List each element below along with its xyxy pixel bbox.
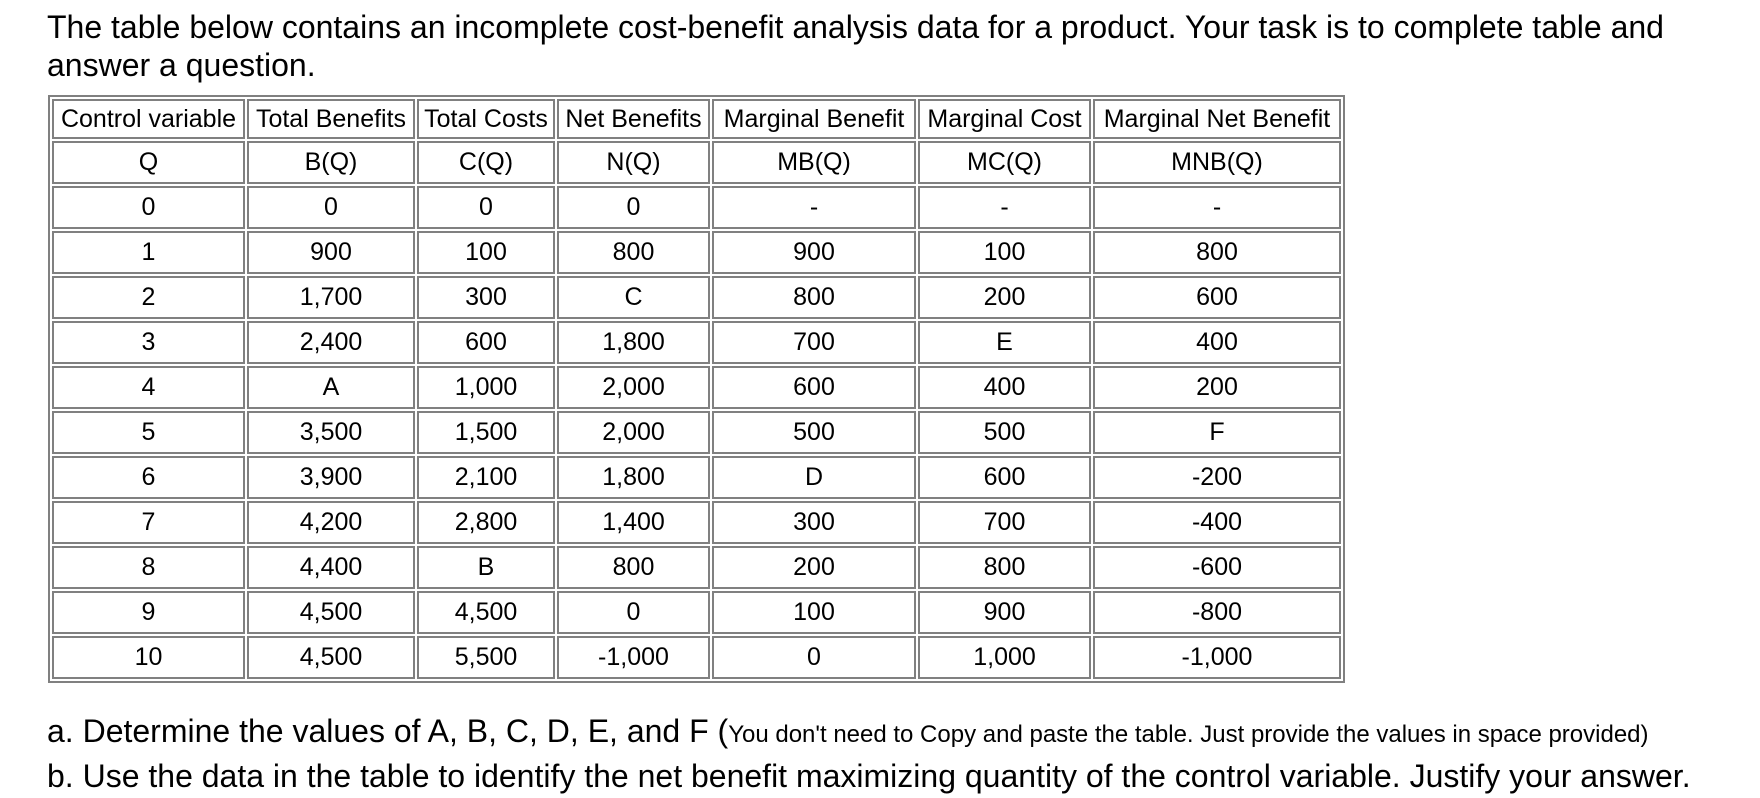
table-row xyxy=(52,186,1341,229)
cell-q: 7 xyxy=(52,501,245,544)
cell-marginal-net-benefit: 200 xyxy=(1093,366,1341,409)
cell-benefits: 2,400 xyxy=(247,321,415,364)
cell-marginal-benefit: 200 xyxy=(712,546,916,589)
cell-marginal-net-benefit: - xyxy=(1093,186,1341,229)
header-marginal-cost: Marginal Cost xyxy=(918,99,1091,139)
cell-net-benefits: 2,000 xyxy=(557,366,710,409)
symbol-mbq: MB(Q) xyxy=(712,141,916,184)
cell-marginal-net-benefit: 800 xyxy=(1093,231,1341,274)
intro-text: The table below contains an incomplete cost-benefit analysis data for a product. Your task is to complete table and answer a question. xyxy=(47,9,1664,83)
table-row xyxy=(52,411,1341,454)
question-a-main: a. Determine the values of A, B, C, D, E, and F ( xyxy=(47,713,729,749)
table-row xyxy=(52,501,1341,544)
cell-marginal-benefit: 100 xyxy=(712,591,916,634)
cell-marginal-benefit: 800 xyxy=(712,276,916,319)
cell-marginal-cost: 700 xyxy=(918,501,1091,544)
cell-q: 0 xyxy=(52,186,245,229)
table-row xyxy=(52,276,1341,319)
header-marginal-benefit: Marginal Benefit xyxy=(712,99,916,139)
cell-marginal-net-benefit: -1,000 xyxy=(1093,636,1341,679)
table-row xyxy=(52,546,1341,589)
cell-benefits: 4,200 xyxy=(247,501,415,544)
table-row xyxy=(52,366,1341,409)
question-b: b. Use the data in the table to identify the net benefit maximizing quantity of the control variable. Justify your answer. xyxy=(47,758,1691,794)
cell-marginal-benefit: 900 xyxy=(712,231,916,274)
header-marginal-net-benefit: Marginal Net Benefit xyxy=(1093,99,1341,139)
cell-marginal-net-benefit: 600 xyxy=(1093,276,1341,319)
cell-benefits: 3,900 xyxy=(247,456,415,499)
cell-net-benefits: C xyxy=(557,276,710,319)
header-total-benefits: Total Benefits xyxy=(247,99,415,139)
cell-costs: 600 xyxy=(417,321,555,364)
cell-costs: 1,500 xyxy=(417,411,555,454)
cell-benefits: 4,400 xyxy=(247,546,415,589)
cell-q: 10 xyxy=(52,636,245,679)
cell-marginal-cost: 800 xyxy=(918,546,1091,589)
symbol-mnbq: MNB(Q) xyxy=(1093,141,1341,184)
table-header-row xyxy=(52,99,1341,139)
cell-marginal-net-benefit: -200 xyxy=(1093,456,1341,499)
cell-q: 5 xyxy=(52,411,245,454)
cell-costs: 1,000 xyxy=(417,366,555,409)
symbol-bq: B(Q) xyxy=(247,141,415,184)
header-net-benefits: Net Benefits xyxy=(557,99,710,139)
cell-benefits: 900 xyxy=(247,231,415,274)
cell-marginal-cost: 900 xyxy=(918,591,1091,634)
cell-net-benefits: 0 xyxy=(557,186,710,229)
cell-costs: 300 xyxy=(417,276,555,319)
cell-marginal-benefit: 0 xyxy=(712,636,916,679)
symbol-mcq: MC(Q) xyxy=(918,141,1091,184)
cell-q: 1 xyxy=(52,231,245,274)
cell-benefits: 4,500 xyxy=(247,636,415,679)
cell-benefits: 3,500 xyxy=(247,411,415,454)
cell-marginal-cost: 1,000 xyxy=(918,636,1091,679)
cell-marginal-net-benefit: -800 xyxy=(1093,591,1341,634)
cell-costs: 100 xyxy=(417,231,555,274)
table-row xyxy=(52,231,1341,274)
cell-costs: 4,500 xyxy=(417,591,555,634)
cell-marginal-benefit: 500 xyxy=(712,411,916,454)
cell-marginal-benefit: 300 xyxy=(712,501,916,544)
cell-costs: 2,100 xyxy=(417,456,555,499)
cell-net-benefits: 800 xyxy=(557,231,710,274)
cell-marginal-benefit: 600 xyxy=(712,366,916,409)
cell-marginal-cost: 500 xyxy=(918,411,1091,454)
cell-net-benefits: 1,800 xyxy=(557,321,710,364)
cell-q: 9 xyxy=(52,591,245,634)
cell-benefits: 4,500 xyxy=(247,591,415,634)
table-row xyxy=(52,456,1341,499)
cell-q: 2 xyxy=(52,276,245,319)
cell-net-benefits: 0 xyxy=(557,591,710,634)
table-body xyxy=(52,99,1341,679)
cell-marginal-cost: 400 xyxy=(918,366,1091,409)
cell-marginal-net-benefit: -400 xyxy=(1093,501,1341,544)
header-total-costs: Total Costs xyxy=(417,99,555,139)
cell-net-benefits: 800 xyxy=(557,546,710,589)
cell-benefits: 0 xyxy=(247,186,415,229)
question-a xyxy=(47,712,1649,754)
cell-marginal-cost: 100 xyxy=(918,231,1091,274)
cell-benefits: A xyxy=(247,366,415,409)
question-a-note: You don't need to Copy and paste the table. Just provide the values in space provided) xyxy=(728,721,1649,748)
cell-q: 4 xyxy=(52,366,245,409)
cell-marginal-benefit: 700 xyxy=(712,321,916,364)
cell-q: 6 xyxy=(52,456,245,499)
cell-marginal-net-benefit: 400 xyxy=(1093,321,1341,364)
table-symbol-row xyxy=(52,141,1341,184)
cell-benefits: 1,700 xyxy=(247,276,415,319)
cell-marginal-cost: E xyxy=(918,321,1091,364)
table-row xyxy=(52,591,1341,634)
cell-marginal-cost: 200 xyxy=(918,276,1091,319)
cell-net-benefits: 2,000 xyxy=(557,411,710,454)
cell-costs: 0 xyxy=(417,186,555,229)
cell-marginal-benefit: - xyxy=(712,186,916,229)
cell-costs: 5,500 xyxy=(417,636,555,679)
table-row xyxy=(52,636,1341,679)
symbol-q: Q xyxy=(52,141,245,184)
cell-q: 8 xyxy=(52,546,245,589)
cell-marginal-cost: - xyxy=(918,186,1091,229)
cost-benefit-table xyxy=(48,95,1345,683)
cell-net-benefits: 1,400 xyxy=(557,501,710,544)
cell-marginal-net-benefit: -600 xyxy=(1093,546,1341,589)
table-row xyxy=(52,321,1341,364)
cell-marginal-cost: 600 xyxy=(918,456,1091,499)
cell-costs: B xyxy=(417,546,555,589)
symbol-cq: C(Q) xyxy=(417,141,555,184)
cell-net-benefits: 1,800 xyxy=(557,456,710,499)
header-control-variable: Control variable xyxy=(52,99,245,139)
cell-marginal-benefit: D xyxy=(712,456,916,499)
cell-net-benefits: -1,000 xyxy=(557,636,710,679)
cell-q: 3 xyxy=(52,321,245,364)
cell-costs: 2,800 xyxy=(417,501,555,544)
cell-marginal-net-benefit: F xyxy=(1093,411,1341,454)
symbol-nq: N(Q) xyxy=(557,141,710,184)
